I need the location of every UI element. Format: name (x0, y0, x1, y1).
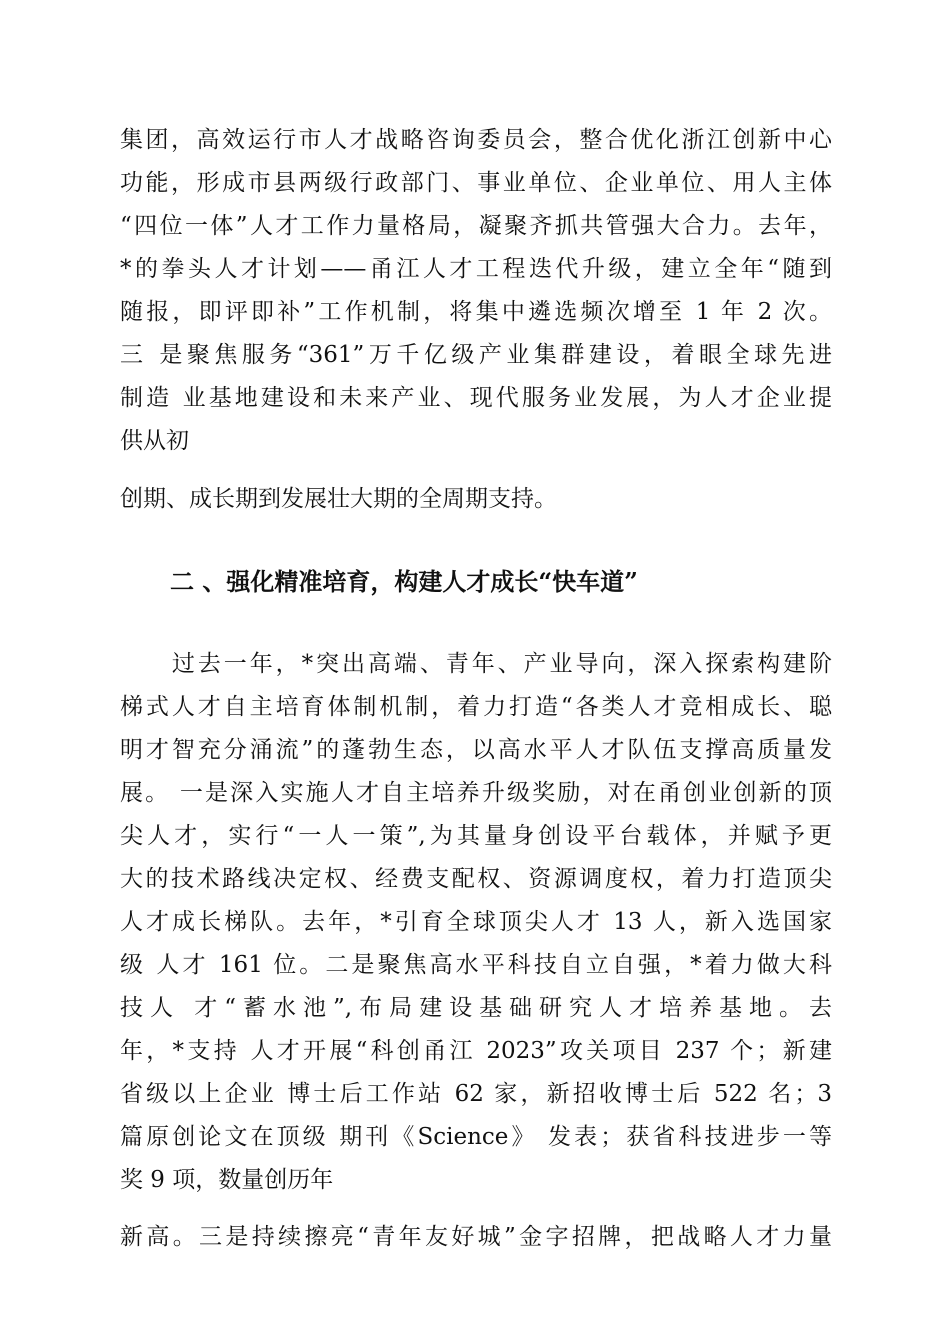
text-line: 制造 业基地建设和未来产业、现代服务业发展，为人才企业提 (120, 385, 832, 411)
text-line: 年，*支持 人才开展“科创甬江 2023”攻关项目 237 个；新建 (120, 1038, 832, 1064)
text-line: 尖人才，实行“一人一策”,为其量身创设平台载体，并赋予更 (120, 823, 832, 849)
text-line: 功能，形成市县两级行政部门、事业单位、企业单位、用人主体 (120, 170, 832, 196)
text-line: 创期、成长期到发展壮大期的全周期支持。 (120, 486, 557, 512)
text-line: 随报，即评即补”工作机制，将集中遴选频次增至 1 年 2 次。 (120, 299, 832, 325)
text-line: 奖 9 项，数量创历年 (120, 1167, 334, 1193)
text-line: 技人 才“蓄水池”,布局建设基础研究人才培养基地。去 (120, 995, 832, 1021)
text-line: 篇原创论文在顶级 期刊《Science》 发表；获省科技进步一等 (120, 1124, 832, 1150)
text-line: 梯式人才自主培育体制机制，着力打造“各类人才竞相成长、聪 (120, 694, 832, 720)
text-line: *的拳头人才计划——甬江人才工程迭代升级，建立全年“随到 (120, 256, 832, 282)
text-line: “四位一体”人才工作力量格局，凝聚齐抓共管强大合力。去年， (120, 213, 832, 239)
section-heading: 二 、强化精准培育，构建人才成长“快车道” (170, 567, 638, 596)
text-line: 展。 一是深入实施人才自主培养升级奖励，对在甬创业创新的顶 (120, 780, 832, 806)
text-line: 过去一年，*突出高端、青年、产业导向，深入探索构建阶 (120, 651, 832, 677)
text-line: 省级以上企业 博士后工作站 62 家，新招收博士后 522 名；3 (120, 1081, 832, 1107)
text-line: 人才成长梯队。去年，*引育全球顶尖人才 13 人，新入选国家 (120, 909, 832, 935)
text-line: 大的技术路线决定权、经费支配权、资源调度权，着力打造顶尖 (120, 866, 832, 892)
text-line: 级 人才 161 位。二是聚焦高水平科技自立自强，*着力做大科 (120, 952, 832, 978)
text-line: 三 是聚焦服务“361”万千亿级产业集群建设，着眼全球先进 (120, 342, 832, 368)
text-line: 供从初 (120, 428, 189, 454)
text-line: 集团，高效运行市人才战略咨询委员会，整合优化浙江创新中心 (120, 127, 832, 153)
text-line: 新高。三是持续擦亮“青年友好城”金字招牌，把战略人才力量 (120, 1224, 832, 1250)
text-line: 明才智充分涌流”的蓬勃生态，以高水平人才队伍支撑高质量发 (120, 737, 832, 763)
